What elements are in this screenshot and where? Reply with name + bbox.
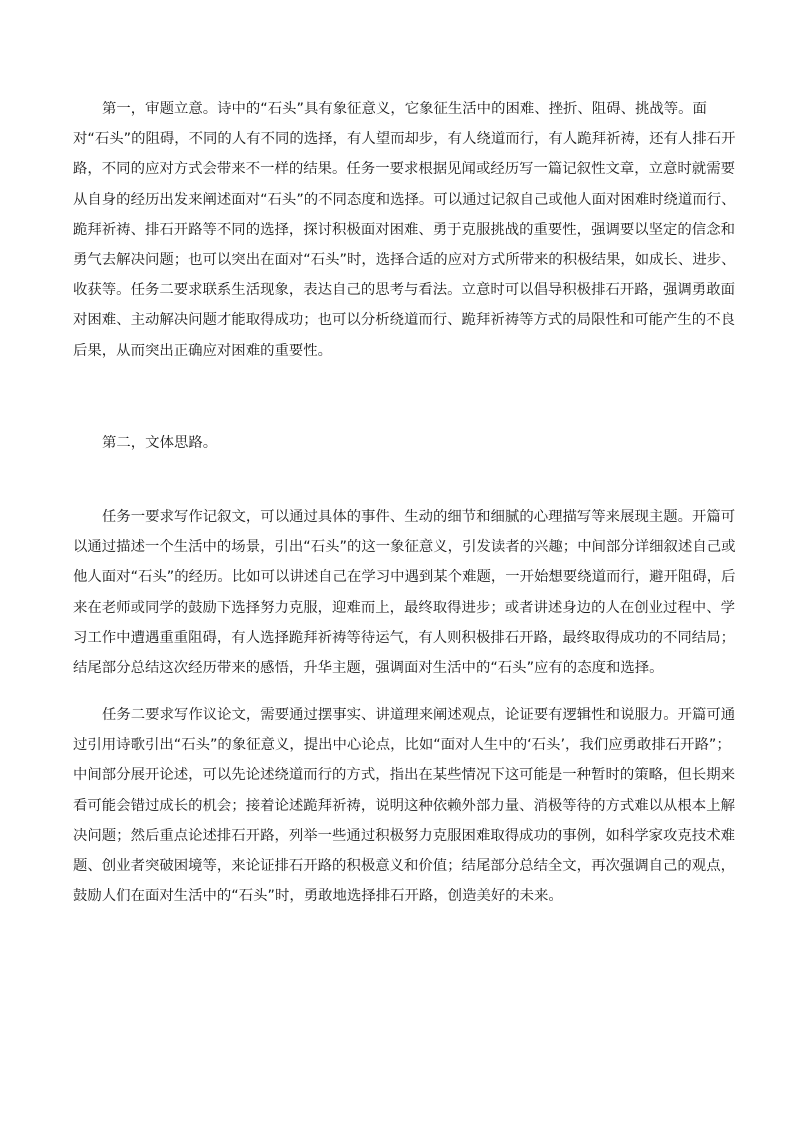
- paragraph-task-one: 任务一要求写作记叙文，可以通过具体的事件、生动的细节和细腻的心理描写等来展现主题。开篇可以通过描述一个生活中的场景，引出“石头”的这一象征意义，引发读者的兴趣；中间部分详细叙述自己或他人面对“石头”的经历。比如可以讲述自己在学习中遇到某个难题，一开始想要绕道而行，避开阻碍，后来在老师或同学的鼓励下选择努力克服，迎难而上，最终取得进步；或者讲述身边的人在创业过程中、学习工作中遭遇重重阻碍，有人选择跪拜祈祷等待运气，有人则积极排石开路，最终取得成功的不同结局；结尾部分总结这次经历带来的感悟，升华主题，强调面对生活中的“石头”应有的态度和选择。: [73, 509, 736, 677]
- paragraph-theme-analysis: 第一，审题立意。诗中的“石头”具有象征意义，它象征生活中的困难、挫折、阻碍、挑战等。面对“石头”的阻碍，不同的人有不同的选择，有人望而却步，有人绕道而行，有人跪拜祈祷，还有人排石开路，不同的应对方式会带来不一样的结果。任务一要求根据见闻或经历写一篇记叙性文章，立意时就需要从自身的经历出发来阐述面对“石头”的不同态度和选择。可以通过记叙自己或他人面对困难时绕道而行、跪拜祈祷、排石开路等不同的选择，探讨积极面对困难、勇于克服挑战的重要性，强调要以坚定的信念和勇气去解决问题；也可以突出在面对“石头”时，选择合适的应对方式所带来的积极结果，如成长、进步、收获等。任务二要求联系生活现象，表达自己的思考与看法。立意时可以倡导积极排石开路，强调勇敢面对困难、主动解决问题才能取得成功；也可以分析绕道而行、跪拜祈祷等方式的局限性和可能产生的不良后果，从而突出正确应对困难的重要性。: [73, 101, 736, 359]
- paragraph-genre-heading: 第二，文体思路。: [102, 435, 218, 451]
- paragraph-task-two: 任务二要求写作议论文，需要通过摆事实、讲道理来阐述观点，论证要有逻辑性和说服力。开篇可通过引用诗歌引出“石头”的象征意义，提出中心论点，比如“面对人生中的‘石头’，我们应勇敢排石开路”；中间部分展开论述，可以先论述绕道而行的方式，指出在某些情况下这可能是一种暂时的策略，但长期来看可能会错过成长的机会；接着论述跪拜祈祷，说明这种依赖外部力量、消极等待的方式难以从根本上解决问题；然后重点论述排石开路，列举一些通过积极努力克服困难取得成功的事例，如科学家攻克技术难题、创业者突破困境等，来论证排石开路的积极意义和价值；结尾部分总结全文，再次强调自己的观点，鼓励人们在面对生活中的“石头”时，勇敢地选择排石开路，创造美好的未来。: [73, 707, 736, 905]
